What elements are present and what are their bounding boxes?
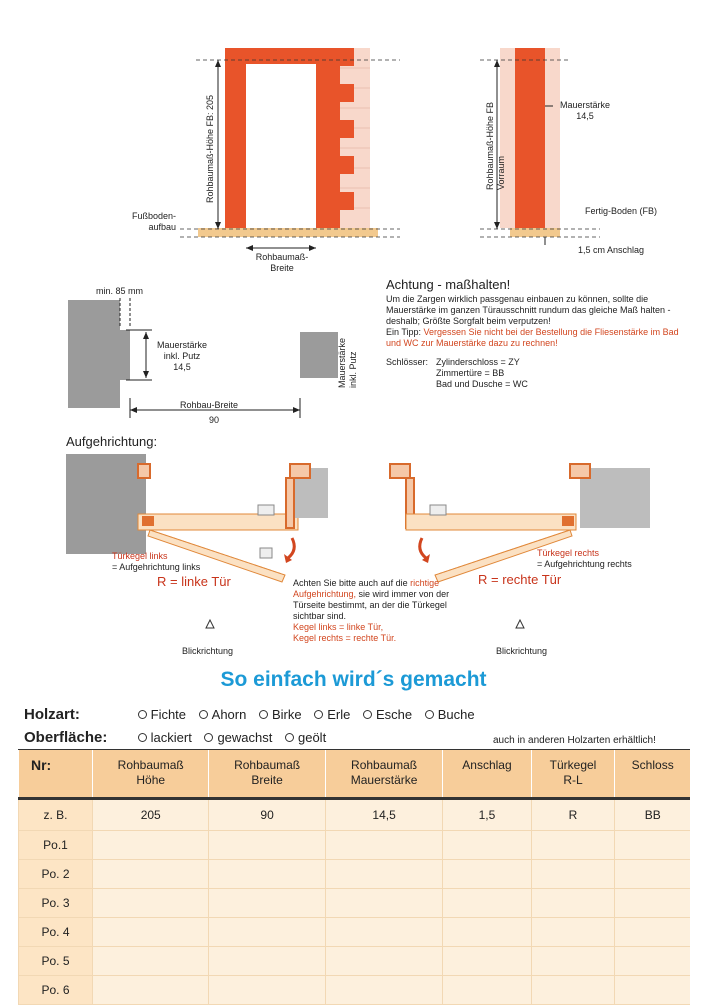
option-geoelt-label: geölt	[297, 730, 327, 745]
table-row	[19, 976, 691, 1005]
option-fichte[interactable]	[138, 707, 186, 722]
label-anschlag: 1,5 cm Anschlag	[578, 245, 645, 255]
label-fussbodenaufbau: Fußboden- aufbau	[131, 211, 176, 232]
wall-thickness-drawing	[60, 288, 380, 438]
aufgehrichtung-title: Aufgehrichtung:	[66, 434, 158, 449]
cell-example-label: z. B.	[19, 799, 93, 831]
label-tuerkegel-links: Türkegel links	[112, 551, 168, 561]
aufgehrichtung-note	[293, 578, 458, 644]
holzart-row	[24, 706, 484, 723]
option-buche-label: Buche	[437, 707, 475, 722]
col-rohbau-breite: Rohbaumaß Breite	[209, 750, 325, 799]
cell-mauerstaerke[interactable]	[325, 976, 443, 1005]
cell-hoehe[interactable]	[93, 889, 209, 918]
value-breite-90: 90	[209, 415, 220, 425]
table-row	[19, 889, 691, 918]
cell-anschlag[interactable]	[443, 889, 531, 918]
cell-example-breite: 90	[209, 799, 325, 831]
row-label: Po. 4	[19, 918, 93, 947]
note-1: Achten Sie bitte auch auf die	[293, 578, 408, 588]
schloss-zy: Zylinderschloss = ZY	[436, 357, 520, 367]
note-5: Kegel rechts = rechte Tür.	[293, 633, 397, 643]
cell-example-mauerstaerke: 14,5	[325, 799, 443, 831]
cell-breite[interactable]	[209, 976, 325, 1005]
option-ahorn[interactable]	[199, 707, 247, 722]
notice-box	[386, 277, 686, 390]
cell-tuerkegel[interactable]	[531, 976, 615, 1005]
cell-mauerstaerke[interactable]	[325, 860, 443, 889]
label-blickrichtung-right: Blickrichtung	[496, 646, 548, 656]
option-birke-label: Birke	[271, 707, 302, 722]
cell-hoehe[interactable]	[93, 947, 209, 976]
notice-tip-prefix: Ein Tipp:	[386, 327, 424, 337]
cell-tuerkegel[interactable]	[531, 889, 615, 918]
cell-anschlag[interactable]	[443, 831, 531, 860]
label-rohbau-breite-2: Rohbau-Breite	[180, 400, 239, 410]
cell-hoehe[interactable]	[93, 860, 209, 889]
col-rohbau-hoehe: Rohbaumaß Höhe	[93, 750, 209, 799]
option-erle[interactable]	[314, 707, 350, 722]
option-lackiert-label: lackiert	[150, 730, 192, 745]
radio-circle[interactable]	[425, 710, 434, 719]
option-ahorn-label: Ahorn	[211, 707, 247, 722]
notice-title: Achtung - maßhalten!	[386, 277, 511, 292]
option-gewachst[interactable]	[204, 730, 272, 745]
option-erle-label: Erle	[327, 707, 351, 722]
cell-schloss[interactable]	[615, 860, 690, 889]
radio-circle[interactable]	[259, 710, 268, 719]
radio-circle[interactable]	[199, 710, 208, 719]
radio-circle[interactable]	[138, 710, 147, 719]
radio-circle[interactable]	[314, 710, 323, 719]
cell-tuerkegel[interactable]	[531, 831, 615, 860]
label-rohbau-hoehe: Rohbaumaß-Höhe FB: 205	[205, 94, 215, 203]
notice-tip	[386, 327, 686, 349]
cell-schloss[interactable]	[615, 918, 690, 947]
door-opening-drawing	[0, 30, 707, 270]
schloesser-label: Schlösser:	[386, 357, 429, 367]
schloss-wc: Bad und Dusche = WC	[436, 379, 528, 389]
cell-mauerstaerke[interactable]	[325, 889, 443, 918]
col-schloss: Schloss	[615, 750, 690, 799]
cell-mauerstaerke[interactable]	[325, 918, 443, 947]
oberflaeche-note: auch in anderen Holzarten erhältlich!	[493, 735, 656, 746]
order-table	[18, 750, 690, 1005]
option-esche-label: Esche	[375, 707, 413, 722]
cell-breite[interactable]	[209, 889, 325, 918]
cell-example-hoehe: 205	[93, 799, 209, 831]
label-aufgehrichtung-rechts: = Aufgehrichtung rechts	[537, 559, 632, 569]
label-blickrichtung-left: Blickrichtung	[182, 646, 234, 656]
cell-tuerkegel[interactable]	[531, 918, 615, 947]
label-mauerstaerke-putz: Mauerstärke inkl. Putz 14,5	[156, 340, 208, 372]
schloss-bb: Zimmertüre = BB	[436, 368, 505, 378]
cell-hoehe[interactable]	[93, 976, 209, 1005]
label-min-85: min. 85 mm	[96, 286, 144, 296]
option-lackiert[interactable]	[138, 730, 192, 745]
option-geoelt[interactable]	[285, 730, 326, 745]
table-header-row	[19, 750, 691, 799]
cell-tuerkegel[interactable]	[531, 860, 615, 889]
headline: So einfach wird´s gemacht	[220, 668, 487, 691]
option-gewachst-label: gewachst	[217, 730, 273, 745]
option-buche[interactable]	[425, 707, 475, 722]
row-label: Po. 5	[19, 947, 93, 976]
schloesser-block	[386, 357, 686, 390]
label-mauerstaerke: Mauerstärke 14,5	[559, 100, 611, 121]
col-nr: Nr:	[19, 750, 93, 799]
cell-example-anschlag: 1,5	[443, 799, 531, 831]
note-3: sie wird immer von der Türseite bestimmt, an der die Türkegel sichtbar sind.	[293, 589, 450, 621]
option-birke[interactable]	[259, 707, 302, 722]
cell-breite[interactable]	[209, 831, 325, 860]
table-row-example	[19, 799, 691, 831]
radio-circle[interactable]	[363, 710, 372, 719]
radio-circle[interactable]	[204, 733, 213, 742]
label-mauerstaerke-putz-vertical: Mauerstärke inkl. Putz	[337, 337, 358, 388]
col-anschlag: Anschlag	[443, 750, 531, 799]
table-row	[19, 947, 691, 976]
cell-example-schloss: BB	[615, 799, 690, 831]
cell-example-tuerkegel: R	[531, 799, 615, 831]
cell-anschlag[interactable]	[443, 918, 531, 947]
radio-circle[interactable]	[138, 733, 147, 742]
cell-schloss[interactable]	[615, 947, 690, 976]
notice-tip-highlight: Vergessen Sie nicht bei der Bestellung die Fliesenstärke im Bad und WC zur Mauerstärke dazu zu rechnen!	[386, 327, 679, 348]
label-rohbau-breite: Rohbaumaß- Breite	[255, 252, 309, 273]
cell-breite[interactable]	[209, 947, 325, 976]
holzart-label: Holzart:	[24, 706, 80, 723]
row-label: Po. 3	[19, 889, 93, 918]
radio-circle[interactable]	[285, 733, 294, 742]
cell-tuerkegel[interactable]	[531, 947, 615, 976]
option-esche[interactable]	[363, 707, 412, 722]
note-4: Kegel links = linke Tür,	[293, 622, 384, 632]
cell-breite[interactable]	[209, 860, 325, 889]
cell-anschlag[interactable]	[443, 947, 531, 976]
cell-hoehe[interactable]	[93, 918, 209, 947]
row-label: Po. 6	[19, 976, 93, 1005]
cell-schloss[interactable]	[615, 889, 690, 918]
col-tuerkegel: Türkegel R-L	[531, 750, 615, 799]
table-row	[19, 860, 691, 889]
cell-anschlag[interactable]	[443, 976, 531, 1005]
option-fichte-label: Fichte	[150, 707, 187, 722]
table-row	[19, 918, 691, 947]
cell-mauerstaerke[interactable]	[325, 831, 443, 860]
row-label: Po. 2	[19, 860, 93, 889]
cell-mauerstaerke[interactable]	[325, 947, 443, 976]
note-2: richtige Aufgehrichtung,	[293, 578, 440, 599]
cell-anschlag[interactable]	[443, 860, 531, 889]
label-tuerkegel-rechts: Türkegel rechts	[537, 548, 600, 558]
cell-breite[interactable]	[209, 918, 325, 947]
cell-hoehe[interactable]	[93, 831, 209, 860]
col-rohbau-mauerstaerke: Rohbaumaß Mauerstärke	[325, 750, 443, 799]
schloesser-list	[436, 357, 528, 390]
cell-schloss[interactable]	[615, 976, 690, 1005]
table-row	[19, 831, 691, 860]
label-aufgehrichtung-links: = Aufgehrichtung links	[112, 562, 201, 572]
cell-schloss[interactable]	[615, 831, 690, 860]
label-rohbau-hoehe-vorraum: Rohbaumaß-Höhe FB Vorraum	[485, 101, 506, 190]
oberflaeche-label: Oberfläche:	[24, 729, 108, 746]
label-rechte-tuer: R = rechte Tür	[478, 572, 562, 587]
row-label: Po.1	[19, 831, 93, 860]
notice-body: Um die Zargen wirklich passgenau einbauen zu können, sollte die Mauerstärke im ganzen Türausschnitt rundum das gleiche Maß halten - deshalb; Größte Sorgfalt beim verputzen!	[386, 294, 671, 326]
label-linke-tuer: R = linke Tür	[157, 574, 231, 589]
label-fertig-boden: Fertig-Boden (FB)	[585, 206, 658, 216]
